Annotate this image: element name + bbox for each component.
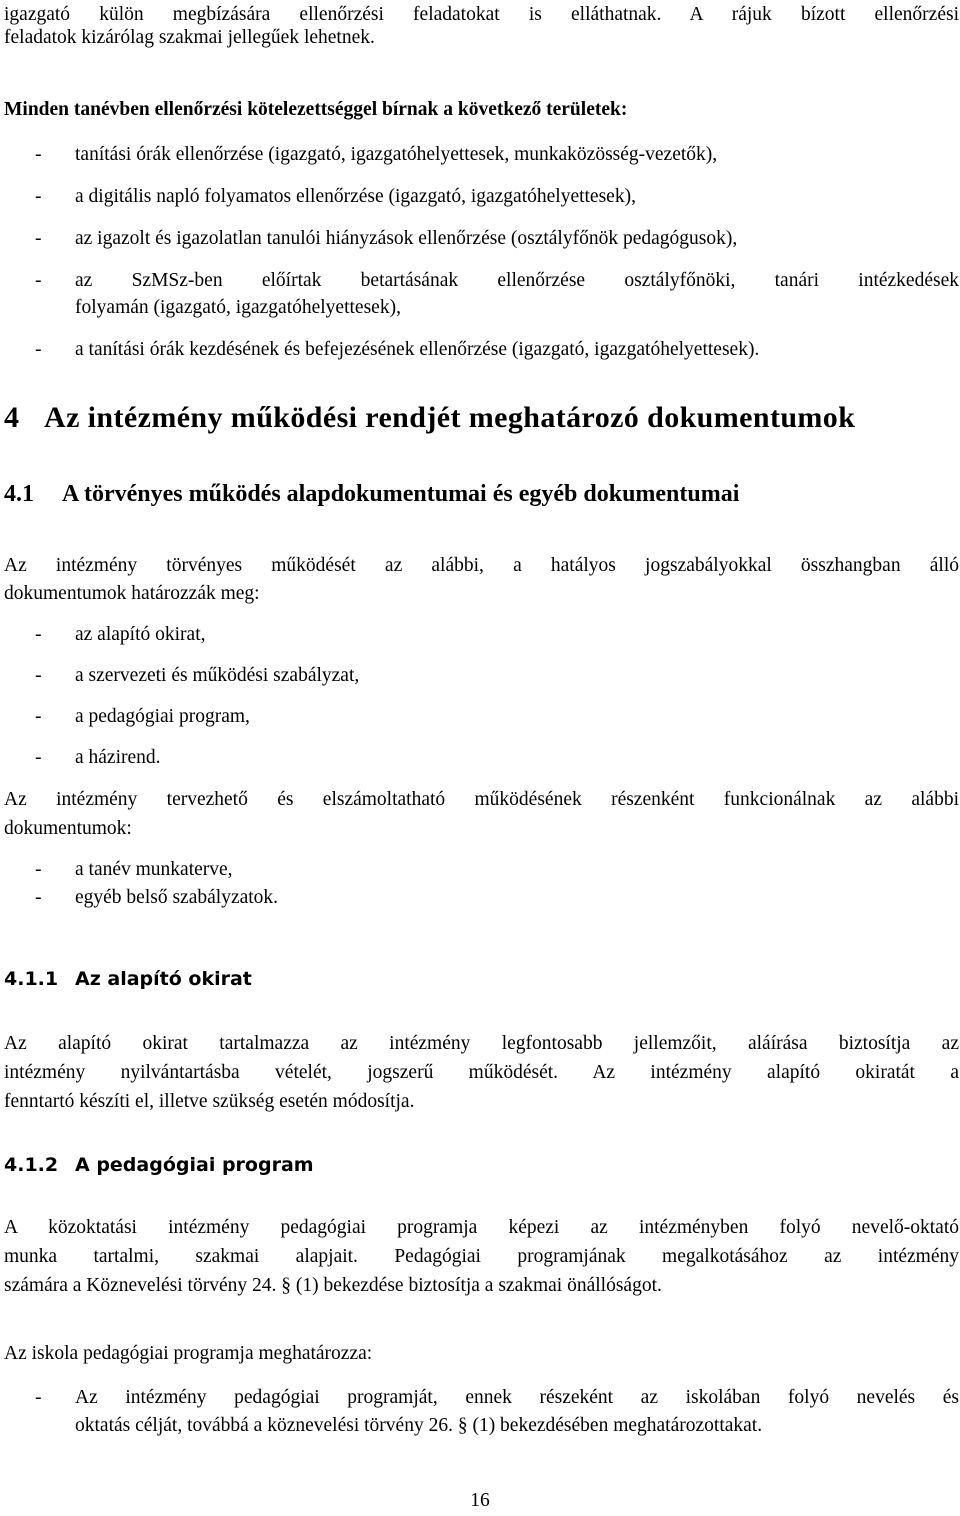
list-item-text-line-2: oktatás célját, továbbá a köznevelési törvény 26. § (1) bekezdésében meghatározottakat. (75, 1415, 763, 1436)
paragraph-4-line-1: A közoktatási intézmény pedagógiai programja képezi az intézményben folyó nevelő-oktató (4, 1217, 959, 1238)
list-item-text: a házirend. (75, 747, 161, 768)
paragraph-1-line-2: dokumentumok határozzák meg: (4, 583, 260, 604)
list-item-text: egyéb belső szabályzatok. (75, 887, 279, 908)
paragraph-3-line-2: intézmény nyilvántartásba vételét, jogszerű működését. Az intézmény alapító okiratát a (4, 1062, 959, 1083)
section-4-1-2-heading (4, 1152, 959, 1178)
paragraph-4-line-3: számára a Köznevelési törvény 24. § (1) bekezdése biztosítja a szakmai önállóságot. (4, 1275, 662, 1296)
list-dash: - (35, 665, 42, 686)
list-dash: - (35, 1387, 42, 1408)
list-dash: - (35, 624, 42, 645)
list-dash: - (35, 186, 42, 207)
list-item-text: a szervezeti és működési szabályzat, (75, 665, 360, 686)
list-item-text: a tanév munkaterve, (75, 859, 233, 880)
section-number: 4 (4, 401, 20, 434)
intro-line-2: feladatok kizárólag szakmai jellegűek lehetnek. (4, 27, 375, 48)
list-item-text-line-2: folyamán (igazgató, igazgatóhelyettesek), (75, 297, 401, 318)
section-number: 4.1 (4, 481, 34, 507)
list-item-text-line-1: Az intézmény pedagógiai programját, ennek részeként az iskolában folyó nevelés és (75, 1387, 959, 1408)
paragraph-4-line-2: munka tartalmi, szakmai alapjait. Pedagógiai programjának megalkotásához az intézmény (4, 1246, 959, 1267)
section-4-1-heading (4, 479, 959, 509)
paragraph-2-line-1: Az intézmény tervezhető és elszámoltatható működésének részenként funkcionálnak az alábbi (4, 789, 959, 810)
list-item-text: a digitális napló folyamatos ellenőrzése (igazgató, igazgatóhelyettesek), (75, 186, 636, 207)
paragraph-3-line-3: fenntartó készíti el, illetve szükség esetén módosítja. (4, 1091, 415, 1112)
list-dash: - (35, 706, 42, 727)
section-4-heading (4, 400, 959, 436)
section-title: A törvényes működés alapdokumentumai és egyéb dokumentumai (62, 481, 740, 507)
page-number: 16 (470, 1490, 490, 1511)
paragraph-1-line-1: Az intézmény törvényes működését az alábbi, a hatályos jogszabályokkal összhangban álló (4, 555, 959, 576)
paragraph-5: Az iskola pedagógiai programja meghatározza: (4, 1343, 373, 1364)
section-number: 4.1.1 (4, 968, 59, 990)
list-dash: - (35, 747, 42, 768)
list-item-text: az alapító okirat, (75, 624, 206, 645)
list-dash: - (35, 144, 42, 165)
section-title: Az intézmény működési rendjét meghatározó dokumentumok (44, 401, 856, 434)
list-item-text-line-1: az SzMSz-ben előírtak betartásának ellenőrzése osztályfőnöki, tanári intézkedések (75, 270, 959, 291)
list-dash: - (35, 270, 42, 291)
paragraph-3-line-1: Az alapító okirat tartalmazza az intézmény legfontosabb jellemzőit, aláírása biztosítja az (4, 1033, 959, 1054)
paragraph-2-line-2: dokumentumok: (4, 818, 132, 839)
section-title: Az alapító okirat (75, 968, 252, 990)
list-dash: - (35, 228, 42, 249)
list-dash: - (35, 339, 42, 360)
list-item-text: tanítási órák ellenőrzése (igazgató, igazgatóhelyettesek, munkaközösség-vezetők), (75, 144, 718, 165)
list-dash: - (35, 887, 42, 908)
section-number: 4.1.2 (4, 1154, 59, 1176)
list-item-text: a tanítási órák kezdésének és befejezésének ellenőrzése (igazgató, igazgatóhelyettesek). (75, 339, 760, 360)
list-item-text: a pedagógiai program, (75, 706, 250, 727)
list-dash: - (35, 859, 42, 880)
section-title: A pedagógiai program (75, 1154, 314, 1176)
control-heading: Minden tanévben ellenőrzési kötelezettséggel bírnak a következő területek: (4, 99, 628, 120)
section-4-1-1-heading (4, 966, 959, 992)
list-item-text: az igazolt és igazolatlan tanulói hiányzások ellenőrzése (osztályfőnök pedagógusok), (75, 228, 738, 249)
intro-line-1: igazgató külön megbízására ellenőrzési feladatokat is elláthatnak. A rájuk bízott ellenőrzési (4, 4, 959, 25)
